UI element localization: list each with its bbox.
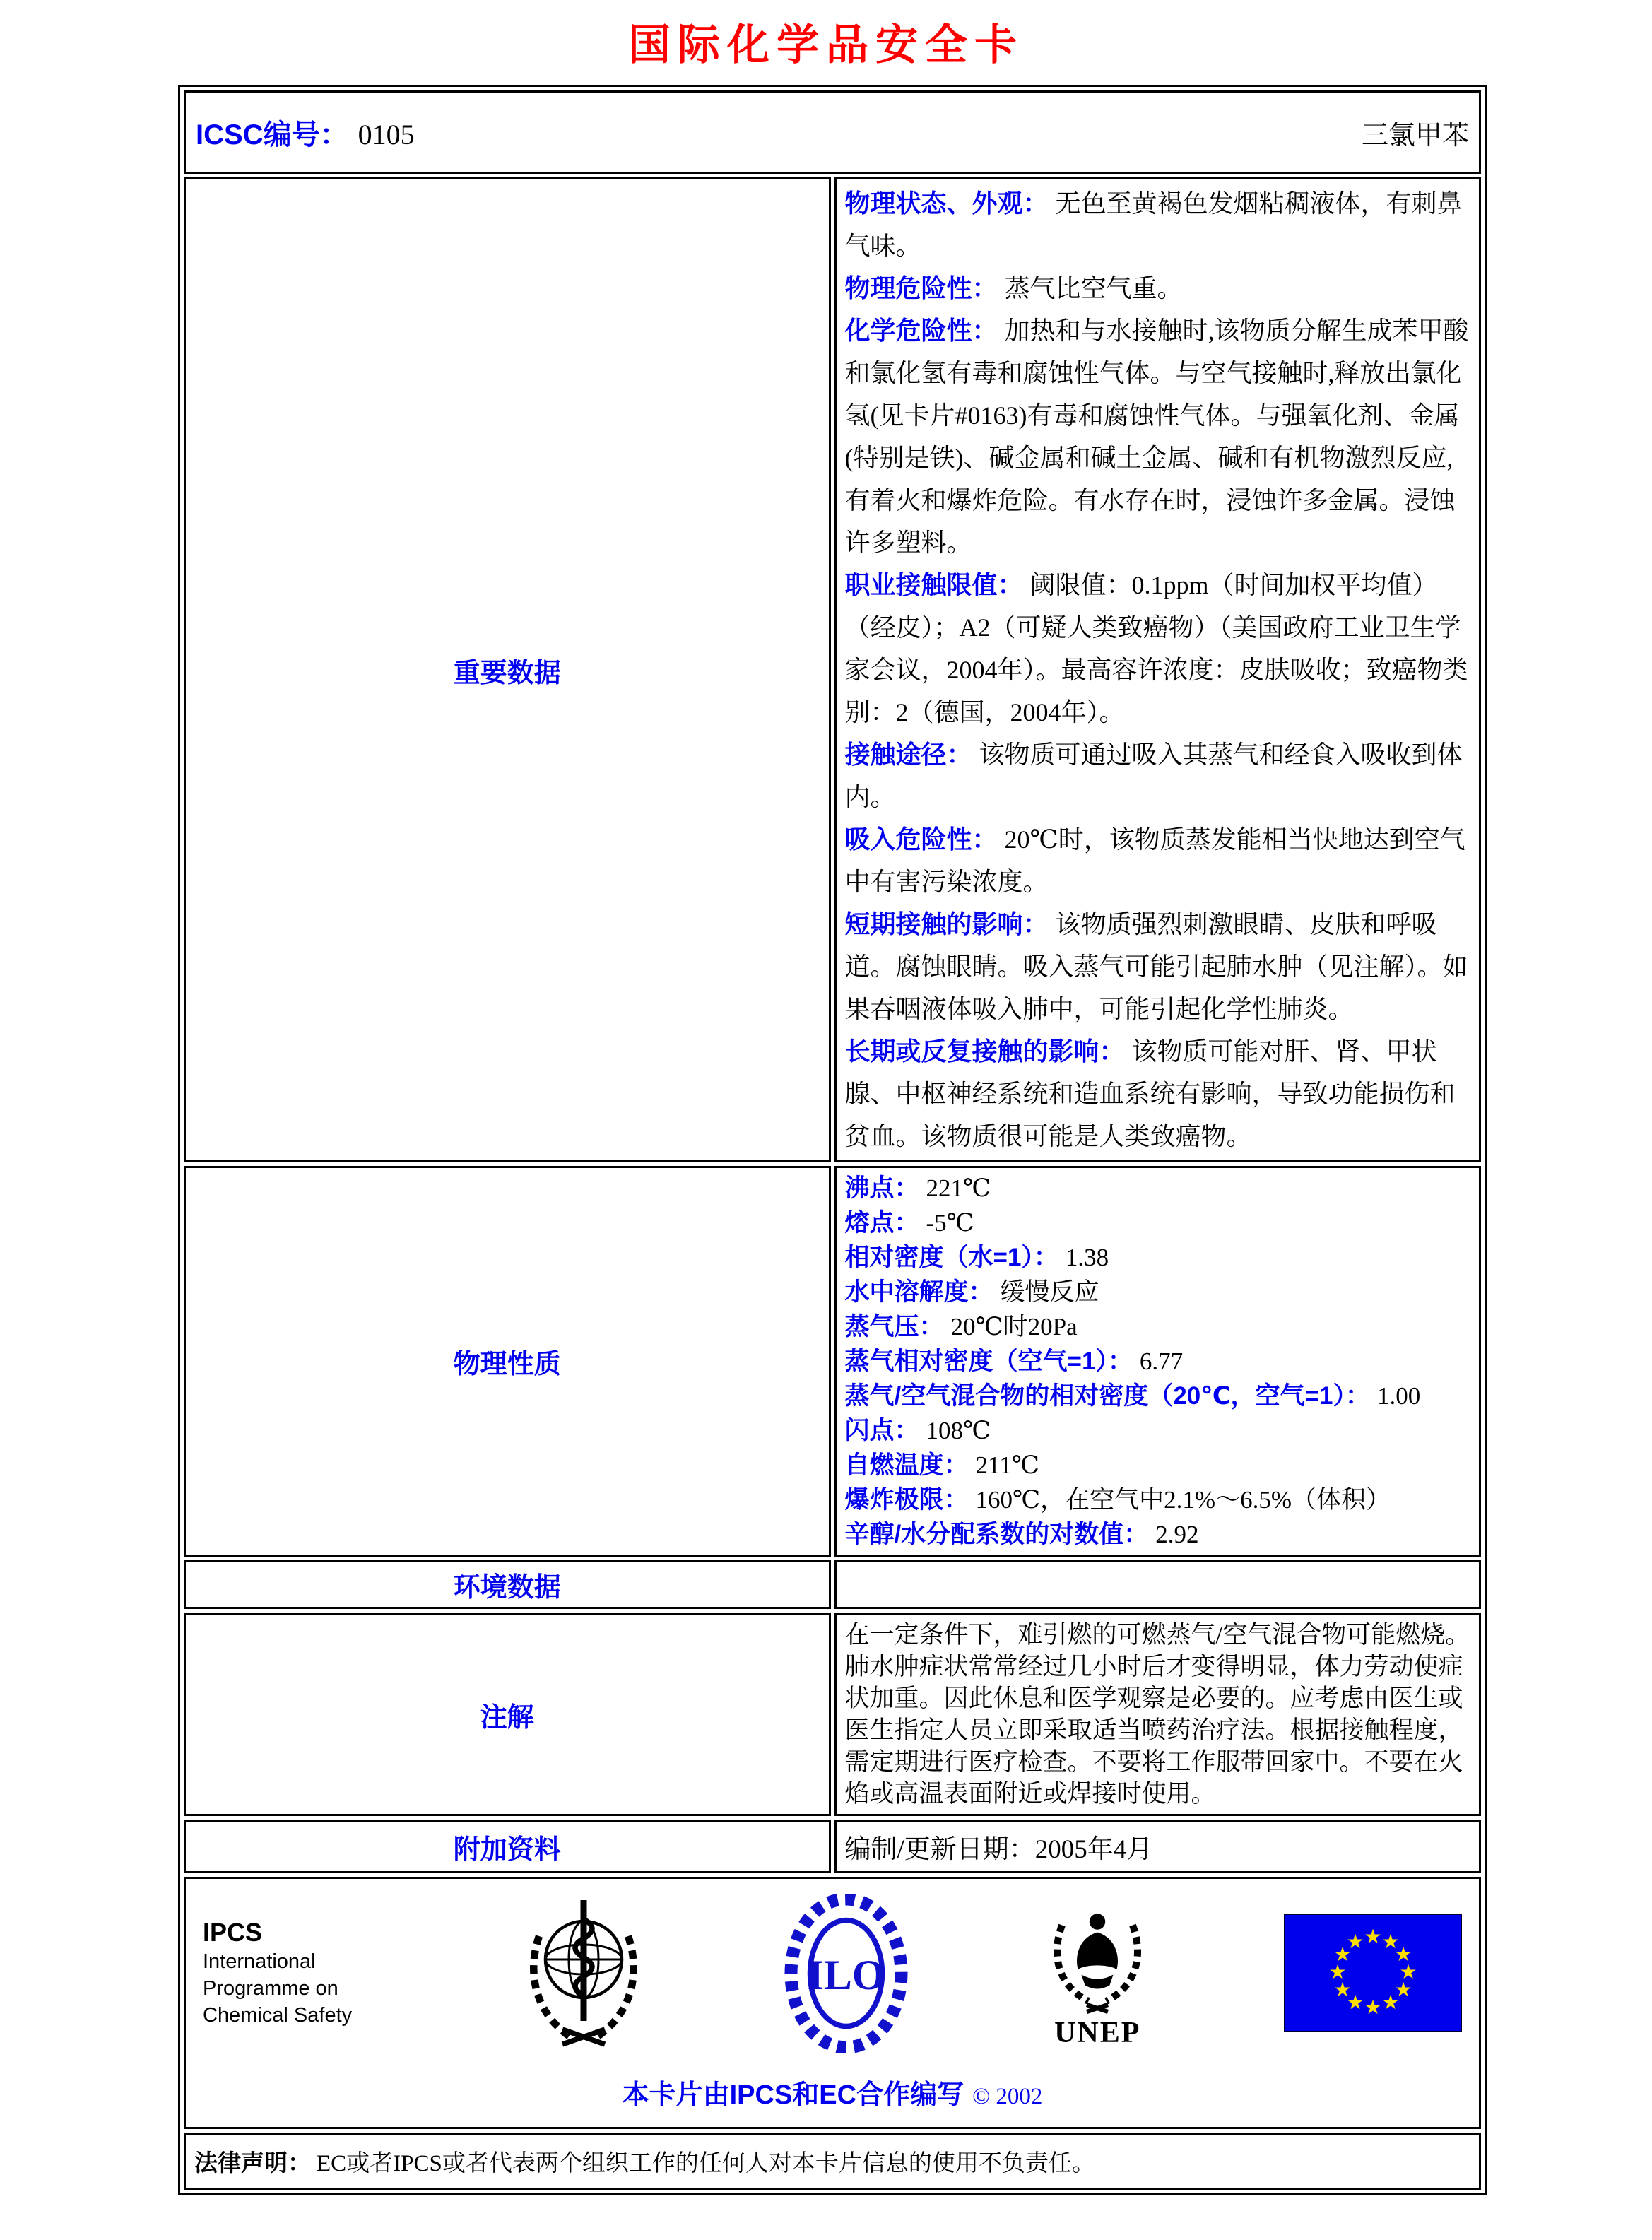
card-caption — [203, 2073, 1462, 2111]
physical-property-item — [845, 1171, 1471, 1206]
svg-text:★: ★ — [1346, 1991, 1364, 2014]
copyright-text: © 2002 — [972, 2084, 1043, 2109]
svg-text:★: ★ — [1328, 1960, 1347, 1983]
svg-text:★: ★ — [1381, 1930, 1400, 1953]
item-text: 蒸气比空气重。 — [1004, 274, 1183, 302]
item-label: 熔点： — [844, 1209, 919, 1237]
ipcs-line: International — [203, 1950, 316, 1973]
ilo-logo-icon — [781, 1894, 911, 2053]
ilo-logo-text: ILO — [806, 1951, 885, 1998]
important-data-item — [845, 182, 1471, 267]
important-data-item — [845, 564, 1471, 733]
important-data-row — [184, 177, 1481, 1162]
important-data-item — [845, 310, 1471, 564]
item-text: 108℃ — [926, 1417, 991, 1444]
header-row — [184, 90, 1481, 174]
physical-property-item — [845, 1344, 1471, 1379]
physical-property-item — [845, 1275, 1471, 1309]
item-text: 211℃ — [975, 1451, 1039, 1479]
update-date-text: 编制/更新日期：2005年4月 — [844, 1835, 1153, 1864]
important-data-item — [845, 903, 1471, 1030]
item-label: 物理状态、外观： — [844, 189, 1049, 218]
item-label: 闪点： — [844, 1417, 919, 1444]
ipcs-line: Chemical Safety — [203, 2004, 353, 2027]
physical-property-item — [845, 1206, 1471, 1240]
header-cell — [184, 90, 1481, 174]
item-label: 化学危险性： — [844, 316, 998, 345]
physical-property-item — [845, 1448, 1471, 1482]
additional-info-row-label: 附加资料 — [184, 1820, 831, 1873]
notes-text: 在一定条件下，难引燃的可燃蒸气/空气混合物可能燃烧。肺水肿症状常常经过几小时后才变得明显，体力劳动使症状加重。因此休息和医学观察是必要的。应考虑由医生或医生指定人员立即采取适当喷药治疗法。根据接触程度，需定期进行医疗检查。不要将工作服带回家中。不要在火焰或高温表面附近或焊接时使用。 — [844, 1621, 1470, 1808]
physical-property-item — [845, 1240, 1471, 1275]
svg-text:★: ★ — [1333, 1978, 1352, 2001]
caption-text: 本卡片由IPCS和EC合作编写 — [622, 2080, 964, 2110]
physical-property-item — [845, 1482, 1471, 1517]
item-text: 2.92 — [1155, 1521, 1199, 1548]
environmental-data-row-label: 环境数据 — [184, 1560, 831, 1609]
item-text: 加热和与水接触时,该物质分解生成苯甲酸和氯化氢有毒和腐蚀性气体。与空气接触时,释放出氯化氢(见卡片#0163)有毒和腐蚀性气体。与强氧化剂、金属(特别是铁)、碱金属和碱土金属、碱和有机物激烈反应,有着火和爆炸危险。有水存在时，浸蚀许多金属。浸蚀许多塑料。 — [844, 317, 1469, 557]
environmental-data-content — [834, 1560, 1482, 1609]
item-label: 蒸气相对密度（空气=1）： — [844, 1348, 1133, 1375]
environmental-data-row — [184, 1560, 1481, 1609]
item-label: 自燃温度： — [844, 1451, 969, 1479]
notes-content — [834, 1613, 1482, 1816]
unep-logo-icon — [1044, 1899, 1150, 2047]
item-text: 阈限值：0.1ppm（时间加权平均值）（经皮）；A2（可疑人类致癌物）（美国政府工业卫生学家会议，2004年）。最高容许浓度：皮肤吸收；致癌物类别：2（德国，2004年）。 — [844, 571, 1468, 726]
item-text: 20℃时，该物质蒸发能相当快地达到空气中有害污染浓度。 — [844, 825, 1465, 896]
physical-properties-content — [834, 1166, 1482, 1557]
item-label: 相对密度（水=1）： — [844, 1244, 1058, 1271]
ipcs-acronym: IPCS — [203, 1918, 263, 1947]
item-label: 蒸气/空气混合物的相对密度（20℃，空气=1）： — [844, 1382, 1370, 1410]
important-data-item — [845, 818, 1471, 903]
additional-info-row — [184, 1820, 1481, 1873]
item-text: 该物质强烈刺激眼睛、皮肤和呼吸道。腐蚀眼睛。吸入蒸气可能引起肺水肿（见注解）。如果吞咽液体吸入肺中，可能引起化学性肺炎。 — [844, 910, 1468, 1023]
unep-logo-label: UNEP — [1054, 2017, 1141, 2049]
item-label: 沸点： — [844, 1174, 919, 1202]
icsc-number-label: ICSC编号： — [196, 119, 348, 151]
physical-property-item — [845, 1309, 1471, 1344]
physical-properties-row-label: 物理性质 — [184, 1166, 831, 1557]
important-data-item — [845, 267, 1471, 310]
notes-row — [184, 1613, 1481, 1816]
item-label: 短期接触的影响： — [844, 909, 1049, 938]
svg-text:★: ★ — [1346, 1930, 1364, 1953]
item-text: 221℃ — [926, 1174, 991, 1202]
important-data-item — [845, 733, 1471, 818]
item-label: 职业接触限值： — [844, 570, 1023, 599]
ipcs-line: Programme on — [203, 1977, 338, 2000]
svg-text:★: ★ — [1399, 1960, 1417, 1983]
legal-text: EC或者IPCS或者代表两个组织工作的任何人对本卡片信息的使用不负责任。 — [317, 2151, 1095, 2176]
item-label: 辛醇/水分配系数的对数值： — [844, 1521, 1149, 1548]
item-text: 6.77 — [1139, 1348, 1184, 1375]
item-label: 吸入危险性： — [844, 825, 998, 854]
legal-label: 法律声明： — [194, 2150, 311, 2176]
icsc-number-value: 0105 — [358, 118, 415, 151]
logos-cell — [184, 1877, 1481, 2129]
svg-text:★: ★ — [1364, 1996, 1382, 2019]
icsc-number-group — [196, 112, 415, 153]
physical-property-item — [845, 1379, 1471, 1413]
item-text: 1.00 — [1376, 1382, 1421, 1410]
logos-row — [184, 1877, 1481, 2129]
svg-text:★: ★ — [1394, 1943, 1412, 1966]
item-text: 缓慢反应 — [1000, 1278, 1099, 1306]
item-text: 该物质可通过吸入其蒸气和经食入吸收到体内。 — [844, 741, 1463, 811]
important-data-content — [834, 177, 1482, 1162]
item-label: 水中溶解度： — [844, 1278, 993, 1306]
icsc-card-table — [178, 85, 1487, 2195]
item-label: 物理危险性： — [844, 273, 998, 302]
page-title: 国际化学品安全卡 — [628, 22, 1024, 69]
item-text: 1.38 — [1065, 1244, 1109, 1271]
item-text: 20℃时20Pa — [950, 1313, 1078, 1340]
additional-info-content — [834, 1820, 1482, 1873]
item-label: 爆炸极限： — [844, 1486, 969, 1514]
legal-cell — [184, 2133, 1481, 2190]
item-label: 蒸气压： — [844, 1313, 944, 1340]
item-text: 160℃，在空气中2.1%～6.5%（体积） — [975, 1486, 1391, 1514]
svg-text:★: ★ — [1394, 1978, 1412, 2001]
svg-text:★: ★ — [1333, 1943, 1352, 1966]
svg-text:★: ★ — [1381, 1991, 1400, 2014]
legal-row — [184, 2133, 1481, 2190]
item-text: 无色至黄褐色发烟粘稠液体，有刺鼻气味。 — [844, 189, 1463, 260]
item-text: 该物质可能对肝、肾、甲状腺、中枢神经系统和造血系统有影响，导致功能损伤和贫血。该物质很可能是人类致癌物。 — [844, 1037, 1456, 1150]
chemical-name: 三氯甲苯 — [1361, 120, 1469, 151]
eu-flag-icon — [1284, 1914, 1462, 2032]
who-logo-icon — [520, 1894, 647, 2053]
physical-property-item — [845, 1413, 1471, 1448]
svg-text:★: ★ — [1364, 1925, 1382, 1948]
item-label: 长期或反复接触的影响： — [844, 1037, 1125, 1066]
item-label: 接触途径： — [844, 740, 972, 769]
physical-properties-row — [184, 1166, 1481, 1557]
important-data-item — [845, 1030, 1471, 1157]
physical-property-item — [845, 1517, 1471, 1552]
ipcs-text-block — [203, 1917, 387, 2029]
important-data-row-label: 重要数据 — [184, 177, 831, 1162]
notes-row-label: 注解 — [184, 1613, 831, 1816]
item-text: -5℃ — [926, 1209, 974, 1237]
